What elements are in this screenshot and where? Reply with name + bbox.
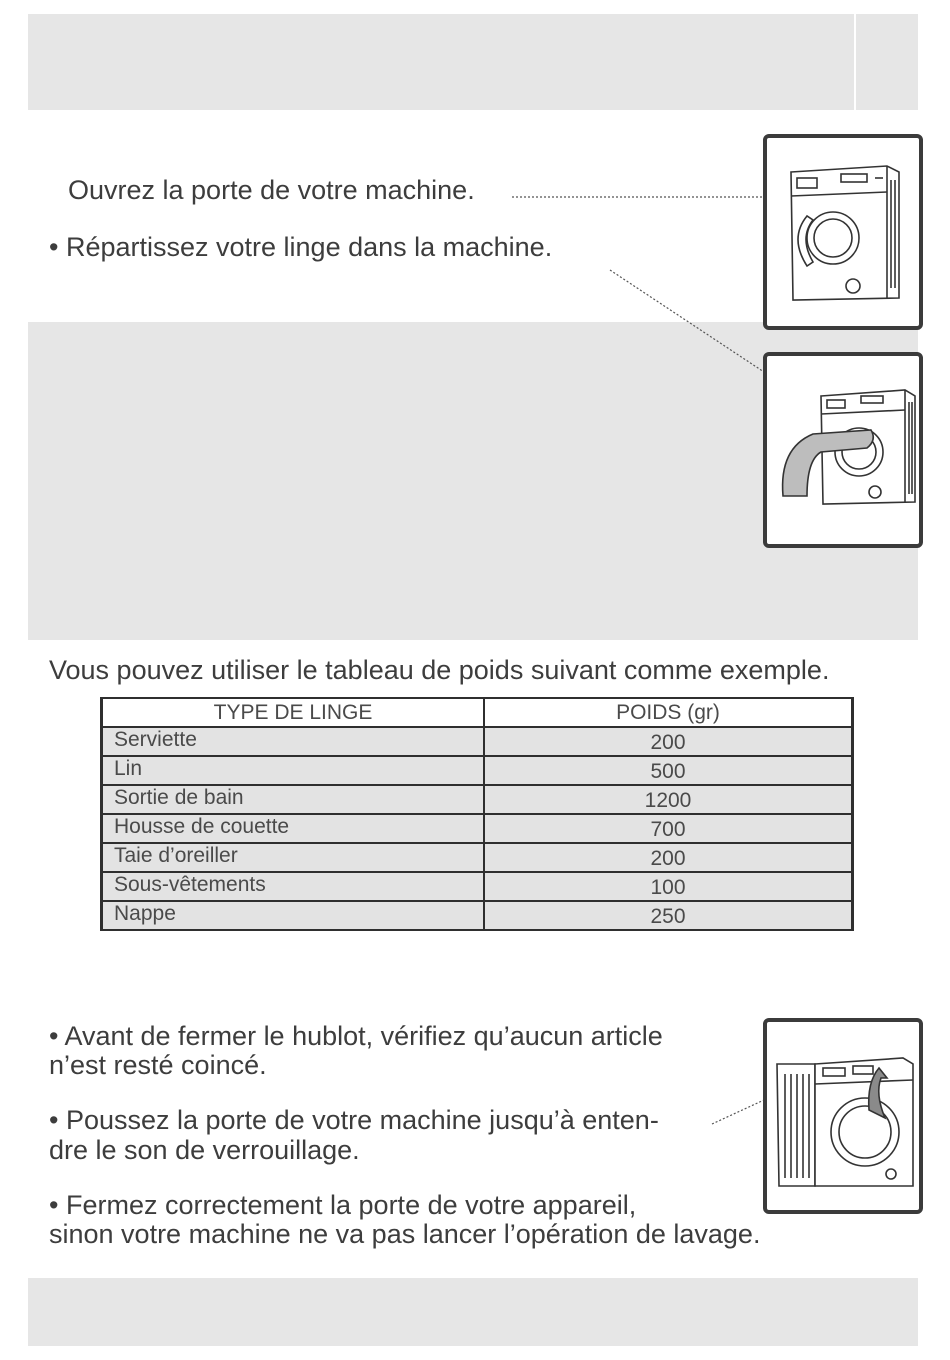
weight-cell: 100 [484,872,853,901]
washing-machine-loading-laundry-icon [767,356,919,544]
table-row [102,814,853,843]
laundry-type-cell: Housse de couette [102,814,485,843]
header-band-divider [854,14,856,110]
laundry-weight-table [100,697,854,931]
table-row [102,901,853,930]
laundry-type-cell: Nappe [102,901,485,930]
laundry-type-cell: Serviette [102,727,485,756]
table-row [102,756,853,785]
instruction-open-door: Ouvrez la porte de votre machine. [68,175,475,205]
weight-cell: 1200 [484,785,853,814]
instruction-push-door-line2: dre le son de verrouillage. [49,1135,360,1165]
laundry-type-cell: Sortie de bain [102,785,485,814]
instruction-close-door-line2: sinon votre machine ne va pas lancer l’opération de lavage. [49,1219,761,1249]
instruction-check-items-line2: n’est resté coincé. [49,1050,267,1080]
illustration-load-laundry [763,352,923,548]
weight-cell: 700 [484,814,853,843]
instruction-check-items-line1: • Avant de fermer le hublot, vérifiez qu’aucun article [49,1021,663,1051]
table-row [102,785,853,814]
leader-close-door [712,1100,764,1124]
table-intro: Vous pouvez utiliser le tableau de poids suivant comme exemple. [49,655,830,685]
column-header-weight: POIDS (gr) [484,698,853,727]
table-row [102,843,853,872]
weight-cell: 500 [484,756,853,785]
weight-cell: 200 [484,843,853,872]
laundry-type-cell: Lin [102,756,485,785]
weight-cell: 200 [484,727,853,756]
instruction-close-door-line1: • Fermez correctement la porte de votre appareil, [49,1190,637,1220]
illustration-close-door [763,1018,923,1214]
instruction-distribute-laundry: • Répartissez votre linge dans la machine. [49,232,553,262]
washing-machine-closing-door-icon [767,1022,919,1210]
laundry-type-cell: Taie d’oreiller [102,843,485,872]
footer-band [28,1278,918,1346]
table-row [102,872,853,901]
column-header-type: TYPE DE LINGE [102,698,485,727]
header-band [28,14,918,110]
illustration-open-door [763,134,923,330]
weight-cell: 250 [484,901,853,930]
table-header-row [102,698,853,727]
washing-machine-open-door-icon [767,138,919,326]
instruction-push-door-line1: • Poussez la porte de votre machine jusqu’à enten- [49,1105,659,1135]
laundry-type-cell: Sous-vêtements [102,872,485,901]
table-row [102,727,853,756]
